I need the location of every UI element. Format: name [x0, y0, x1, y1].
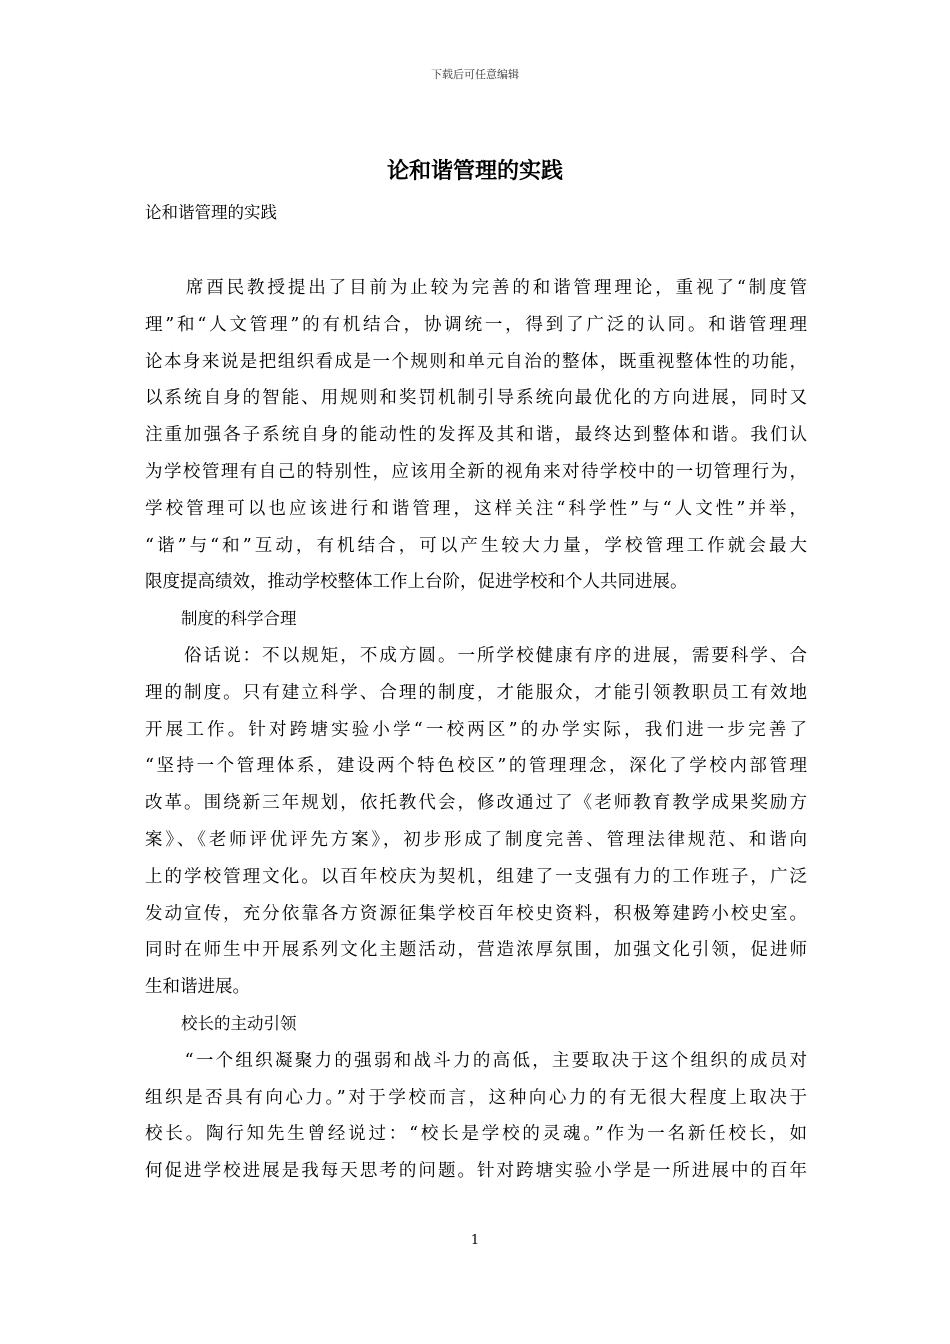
text-line: 理的制度。只有建立科学、合理的制度，才能服众，才能引领教职员工有效地	[145, 682, 807, 703]
text-line: 改革。围绕新三年规划，依托教代会，修改通过了《老师教育教学成果奖励方	[145, 793, 807, 814]
text-line: 同时在师生中开展系列文化主题活动，营造浓厚氛围，加强文化引领，促进师	[145, 940, 807, 961]
text-line: 学校管理可以也应该进行和谐管理，这样关注“科学性”与“人文性”并举，	[145, 498, 807, 519]
paragraph-intro	[145, 270, 807, 601]
text-line: 注重加强各子系统自身的能动性的发挥及其和谐，最终达到整体和谐。我们认	[145, 425, 807, 446]
document-title: 论和谐管理的实践	[386, 158, 563, 184]
text-line: 生和谐进展。	[145, 977, 250, 998]
text-line: 限度提高绩效，推动学校整体工作上台阶，促进学校和个人共同进展。	[145, 572, 688, 593]
paragraph-principal	[145, 1043, 807, 1190]
text-line: 开展工作。针对跨塘实验小学“一校两区”的办学实际，我们进一步完善了	[145, 719, 807, 740]
text-line: “谐”与“和”互动，有机结合，可以产生较大力量，学校管理工作就会最大	[145, 535, 807, 556]
text-line: 为学校管理有自己的特别性，应该用全新的视角来对待学校中的一切管理行为，	[145, 461, 807, 482]
text-line: 何促进学校进展是我每天思考的问题。针对跨塘实验小学是一所进展中的百年	[145, 1161, 807, 1182]
page-header-note: 下载后可任意编辑	[431, 68, 519, 81]
document-body	[145, 270, 807, 1190]
text-line: 发动宣传，充分依靠各方资源征集学校百年校史资料，积极筹建跨小校史室。	[145, 903, 807, 924]
text-line: 组织是否具有向心力。”对于学校而言，这种向心力的有无很大程度上取决于	[145, 1087, 807, 1108]
text-line: 席酉民教授提出了目前为止较为完善的和谐管理理论，重视了“制度管	[145, 278, 807, 298]
text-line: 以系统自身的智能、用规则和奖罚机制引导系统向最优化的方向进展，同时又	[145, 388, 807, 409]
page-number: 1	[470, 1233, 480, 1248]
section-heading-principal: 校长的主动引领	[181, 1013, 297, 1033]
document-subtitle: 论和谐管理的实践	[145, 203, 277, 222]
section-heading-system: 制度的科学合理	[181, 609, 297, 629]
text-line: 论本身来说是把组织看成是一个规则和单元自治的整体，既重视整体性的功能，	[145, 351, 807, 372]
text-line: “坚持一个管理体系，建设两个特色校区”的管理理念，深化了学校内部管理	[145, 756, 807, 777]
text-line: “一个组织凝聚力的强弱和战斗力的高低，主要取决于这个组织的成员对	[145, 1050, 807, 1071]
text-line: 案》、《老师评优评先方案》，初步形成了制度完善、管理法律规范、和谐向	[145, 829, 807, 850]
text-line: 理”和“人文管理”的有机结合，协调统一，得到了广泛的认同。和谐管理理	[145, 314, 807, 335]
paragraph-system	[145, 638, 807, 1006]
text-line: 上的学校管理文化。以百年校庆为契机，组建了一支强有力的工作班子，广泛	[145, 866, 807, 887]
text-line: 校长。陶行知先生曾经说过：“校长是学校的灵魂。”作为一名新任校长，如	[145, 1124, 807, 1145]
text-line: 俗话说：不以规矩，不成方圆。一所学校健康有序的进展，需要科学、合	[145, 645, 807, 666]
